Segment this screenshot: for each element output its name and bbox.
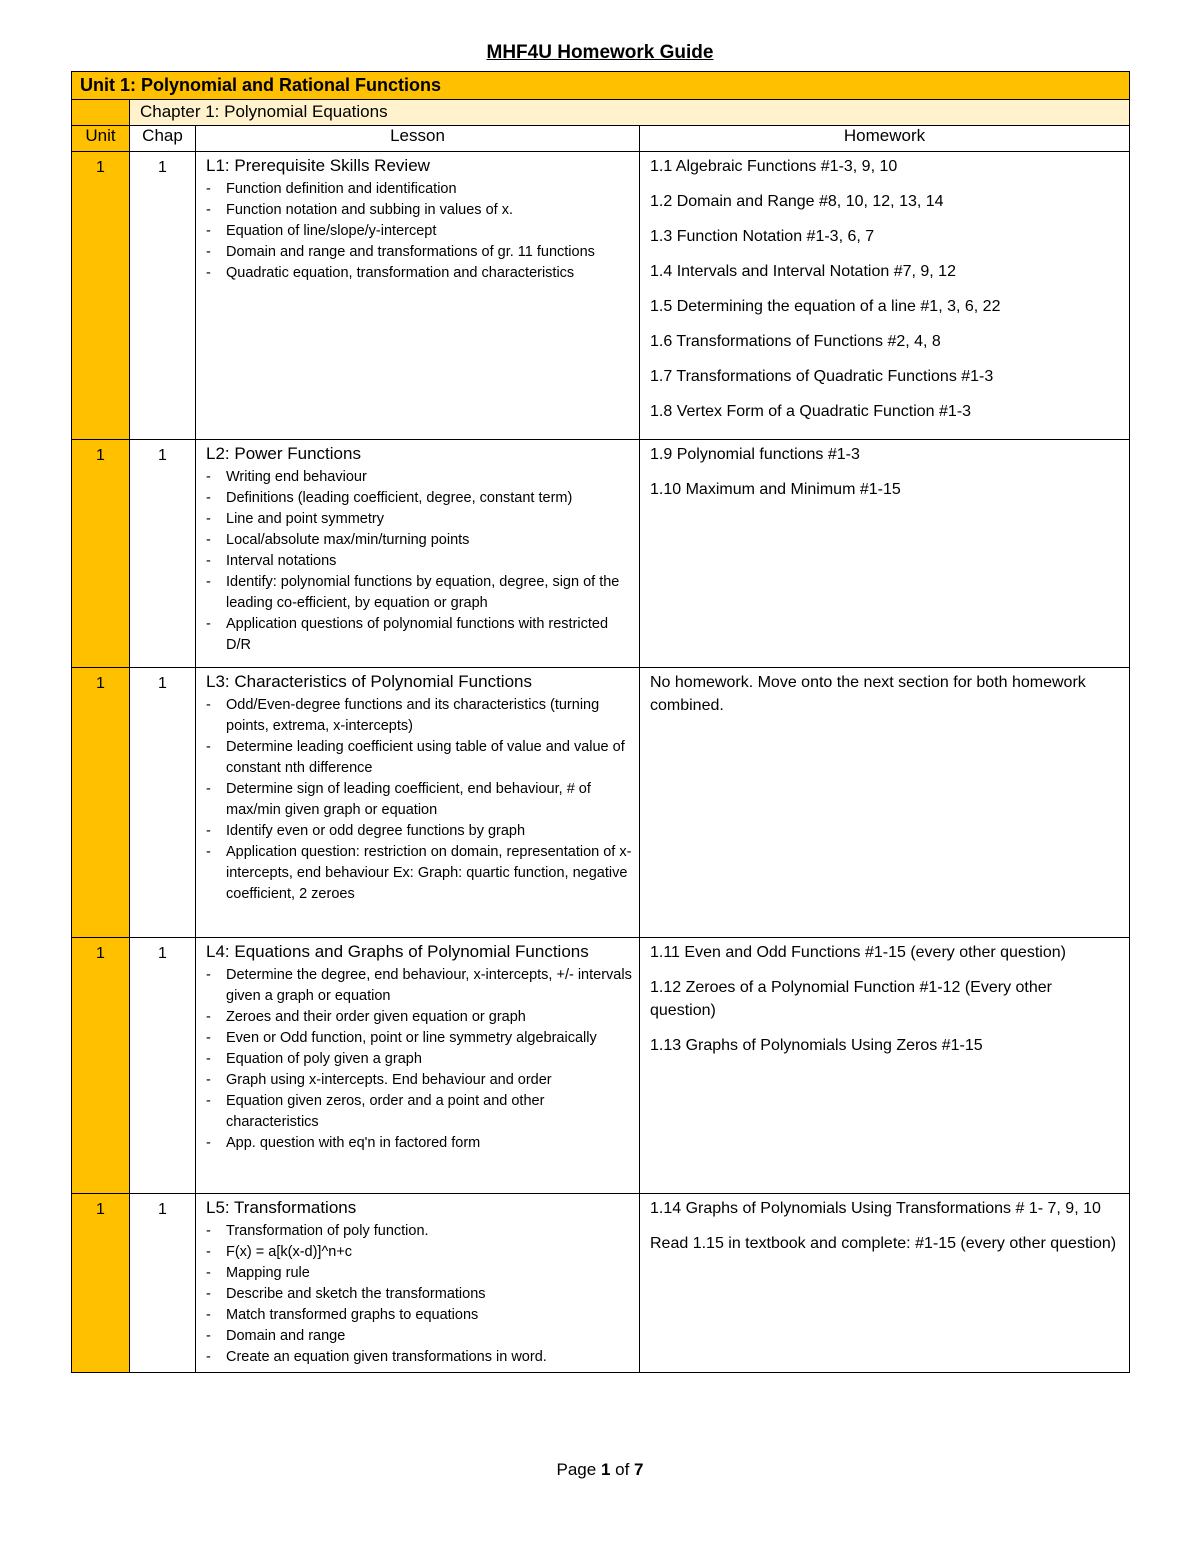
dash-bullet-icon: - [206, 1072, 211, 1088]
page-footer [0, 1460, 1200, 1480]
lesson-topic [206, 614, 633, 656]
lesson-topic [206, 263, 633, 284]
homework-item: 1.11 Even and Odd Functions #1-15 (every other question) [650, 944, 1066, 961]
lesson-topic [206, 737, 633, 779]
homework-cell [640, 440, 1130, 668]
chap-cell: 1 [130, 938, 196, 1194]
lesson-topic-text: Even or Odd function, point or line symmetry algebraically [226, 1030, 597, 1046]
table-row [72, 440, 1130, 668]
unit-cell: 1 [72, 440, 130, 668]
homework-cell [640, 938, 1130, 1194]
lesson-topic [206, 1007, 633, 1028]
lesson-topic-text: Function notation and subbing in values of x. [226, 202, 513, 218]
lesson-topic-text: Equation of line/slope/y-intercept [226, 223, 437, 239]
lesson-topic-text: Writing end behaviour [226, 469, 367, 485]
lesson-title: L1: Prerequisite Skills Review [206, 156, 430, 175]
dash-bullet-icon: - [206, 1223, 211, 1239]
dash-bullet-icon: - [206, 1286, 211, 1302]
dash-bullet-icon: - [206, 574, 211, 590]
homework-item: 1.7 Transformations of Quadratic Functions #1-3 [650, 368, 994, 385]
lesson-cell [196, 668, 640, 938]
homework-cell [640, 1194, 1130, 1373]
lesson-topic [206, 1263, 633, 1284]
dash-bullet-icon: - [206, 1030, 211, 1046]
lesson-topic [206, 242, 633, 263]
dash-bullet-icon: - [206, 697, 211, 713]
lesson-topic [206, 1326, 633, 1347]
lesson-topic-text: Application questions of polynomial functions with restricted D/R [226, 616, 609, 653]
lesson-title: L5: Transformations [206, 1198, 357, 1217]
homework-item: 1.6 Transformations of Functions #2, 4, 8 [650, 333, 941, 350]
lesson-topic-text: Mapping rule [226, 1265, 310, 1281]
page-label: Page [556, 1460, 601, 1479]
unit-cell: 1 [72, 938, 130, 1194]
lesson-topic [206, 200, 633, 221]
lesson-topic [206, 1242, 633, 1263]
chap-cell: 1 [130, 440, 196, 668]
lesson-topic-text: Identify: polynomial functions by equation, degree, sign of the leading co-efficient, by equation or graph [226, 574, 620, 611]
page-number: 1 [600, 1460, 611, 1479]
lesson-topic [206, 221, 633, 242]
table-row [72, 668, 1130, 938]
lesson-topic-text: Graph using x-intercepts. End behaviour and order [226, 1072, 552, 1088]
lesson-cell [196, 440, 640, 668]
lesson-title: L3: Characteristics of Polynomial Functions [206, 672, 532, 691]
lesson-topic-text: Determine leading coefficient using table of value and value of constant nth difference [226, 739, 625, 776]
lesson-topic [206, 179, 633, 200]
homework-item: 1.10 Maximum and Minimum #1-15 [650, 481, 901, 498]
chap-cell: 1 [130, 1194, 196, 1373]
unit-banner: Unit 1: Polynomial and Rational Functions [80, 75, 442, 95]
lesson-topic-text: Line and point symmetry [226, 511, 384, 527]
lesson-topic-text: Interval notations [226, 553, 337, 569]
dash-bullet-icon: - [206, 781, 211, 797]
lesson-topic [206, 1070, 633, 1091]
lesson-topic [206, 488, 633, 509]
lesson-topic-text: Function definition and identification [226, 181, 457, 197]
lesson-topic [206, 1049, 633, 1070]
page-of-label: of [610, 1460, 635, 1479]
dash-bullet-icon: - [206, 469, 211, 485]
lesson-cell [196, 938, 640, 1194]
header-lesson: Lesson [196, 126, 640, 152]
page-total: 7 [634, 1460, 644, 1479]
lesson-topic-text: Determine the degree, end behaviour, x-intercepts, +/- intervals given a graph or equation [226, 967, 632, 1004]
dash-bullet-icon: - [206, 823, 211, 839]
lesson-topic-text: Local/absolute max/min/turning points [226, 532, 470, 548]
lesson-topic-text: Definitions (leading coefficient, degree, constant term) [226, 490, 573, 506]
dash-bullet-icon: - [206, 1135, 211, 1151]
lesson-topics [206, 179, 633, 284]
header-row [72, 126, 1130, 152]
lesson-topic-text: Equation of poly given a graph [226, 1051, 422, 1067]
homework-item: 1.12 Zeroes of a Polynomial Function #1-12 (Every other question) [650, 979, 1052, 1019]
lesson-topic [206, 965, 633, 1007]
lesson-topic [206, 467, 633, 488]
lesson-cell [196, 1194, 640, 1373]
unit-cell: 1 [72, 152, 130, 440]
lesson-topic-text: F(x) = a[k(x-d)]^n+c [226, 1244, 353, 1260]
lesson-topic [206, 1028, 633, 1049]
header-chap: Chap [130, 126, 196, 152]
lesson-topic [206, 1284, 633, 1305]
lesson-topic [206, 1221, 633, 1242]
homework-item: 1.5 Determining the equation of a line #1, 3, 6, 22 [650, 298, 1001, 315]
lesson-topic [206, 842, 633, 905]
dash-bullet-icon: - [206, 490, 211, 506]
dash-bullet-icon: - [206, 1265, 211, 1281]
table-row [72, 1194, 1130, 1373]
dash-bullet-icon: - [206, 1093, 211, 1109]
lesson-topic-text: App. question with eq'n in factored form [226, 1135, 481, 1151]
lesson-topic-text: Determine sign of leading coefficient, end behaviour, # of max/min given graph or equation [226, 781, 591, 818]
document-title: MHF4U Homework Guide [486, 42, 714, 63]
lesson-topics [206, 1221, 633, 1368]
chapter-banner: Chapter 1: Polynomial Equations [140, 102, 388, 121]
dash-bullet-icon: - [206, 244, 211, 260]
lesson-topic [206, 1305, 633, 1326]
lesson-topic-text: Identify even or odd degree functions by graph [226, 823, 526, 839]
homework-item: 1.13 Graphs of Polynomials Using Zeros #1-15 [650, 1037, 983, 1054]
dash-bullet-icon: - [206, 967, 211, 983]
lesson-topic [206, 821, 633, 842]
lesson-topic [206, 1347, 633, 1368]
dash-bullet-icon: - [206, 1328, 211, 1344]
lesson-topic [206, 695, 633, 737]
homework-item: 1.9 Polynomial functions #1-3 [650, 446, 860, 463]
lesson-topics [206, 965, 633, 1154]
lesson-cell [196, 152, 640, 440]
unit-cell: 1 [72, 668, 130, 938]
dash-bullet-icon: - [206, 1009, 211, 1025]
dash-bullet-icon: - [206, 616, 211, 632]
table-row [72, 152, 1130, 440]
dash-bullet-icon: - [206, 532, 211, 548]
homework-item: 1.3 Function Notation #1-3, 6, 7 [650, 228, 875, 245]
dash-bullet-icon: - [206, 181, 211, 197]
lesson-topic-text: Domain and range [226, 1328, 346, 1344]
lesson-topic-text: Match transformed graphs to equations [226, 1307, 479, 1323]
table-row [72, 938, 1130, 1194]
unit-banner-row [72, 72, 1130, 100]
lesson-topics [206, 695, 633, 905]
dash-bullet-icon: - [206, 553, 211, 569]
lesson-topic [206, 1091, 633, 1133]
dash-bullet-icon: - [206, 202, 211, 218]
lesson-topic-text: Domain and range and transformations of gr. 11 functions [226, 244, 595, 260]
homework-item: Read 1.15 in textbook and complete: #1-15 (every other question) [650, 1235, 1117, 1252]
homework-cell [640, 668, 1130, 938]
lesson-rows [72, 152, 1130, 1373]
homework-item: No homework. Move onto the next section for both homework combined. [650, 674, 1086, 714]
lesson-topic-text: Describe and sketch the transformations [226, 1286, 486, 1302]
lesson-topic [206, 551, 633, 572]
dash-bullet-icon: - [206, 844, 211, 860]
lesson-topic [206, 509, 633, 530]
chapter-banner-row [72, 100, 1130, 126]
dash-bullet-icon: - [206, 1051, 211, 1067]
lesson-topic [206, 572, 633, 614]
lesson-topic [206, 1133, 633, 1154]
homework-item: 1.14 Graphs of Polynomials Using Transformations # 1- 7, 9, 10 [650, 1200, 1101, 1217]
lesson-topic-text: Transformation of poly function. [226, 1223, 429, 1239]
lesson-topic [206, 530, 633, 551]
homework-table [71, 71, 1130, 1373]
homework-item: 1.8 Vertex Form of a Quadratic Function #1-3 [650, 403, 972, 420]
homework-item: 1.4 Intervals and Interval Notation #7, 9, 12 [650, 263, 956, 280]
lesson-topic-text: Equation given zeros, order and a point and other characteristics [226, 1093, 545, 1130]
lesson-title: L2: Power Functions [206, 444, 361, 463]
chap-cell: 1 [130, 668, 196, 938]
header-homework: Homework [640, 126, 1130, 152]
lesson-topic-text: Create an equation given transformations in word. [226, 1349, 547, 1365]
dash-bullet-icon: - [206, 511, 211, 527]
dash-bullet-icon: - [206, 223, 211, 239]
lesson-topic-text: Quadratic equation, transformation and characteristics [226, 265, 575, 281]
homework-item: 1.2 Domain and Range #8, 10, 12, 13, 14 [650, 193, 944, 210]
lesson-topic-text: Zeroes and their order given equation or graph [226, 1009, 526, 1025]
lesson-topic-text: Odd/Even-degree functions and its characteristics (turning points, extrema, x-intercepts) [226, 697, 600, 734]
header-unit: Unit [72, 126, 130, 152]
homework-cell [640, 152, 1130, 440]
dash-bullet-icon: - [206, 265, 211, 281]
dash-bullet-icon: - [206, 739, 211, 755]
lesson-topic-text: Application question: restriction on domain, representation of x-intercepts, end behaviour Ex: Graph: quartic function, negative coefficient, 2 zeroes [226, 844, 632, 902]
dash-bullet-icon: - [206, 1349, 211, 1365]
dash-bullet-icon: - [206, 1307, 211, 1323]
lesson-topics [206, 467, 633, 656]
dash-bullet-icon: - [206, 1244, 211, 1260]
chap-cell: 1 [130, 152, 196, 440]
lesson-topic [206, 779, 633, 821]
lesson-title: L4: Equations and Graphs of Polynomial Functions [206, 942, 589, 961]
homework-item: 1.1 Algebraic Functions #1-3, 9, 10 [650, 158, 898, 175]
unit-cell: 1 [72, 1194, 130, 1373]
